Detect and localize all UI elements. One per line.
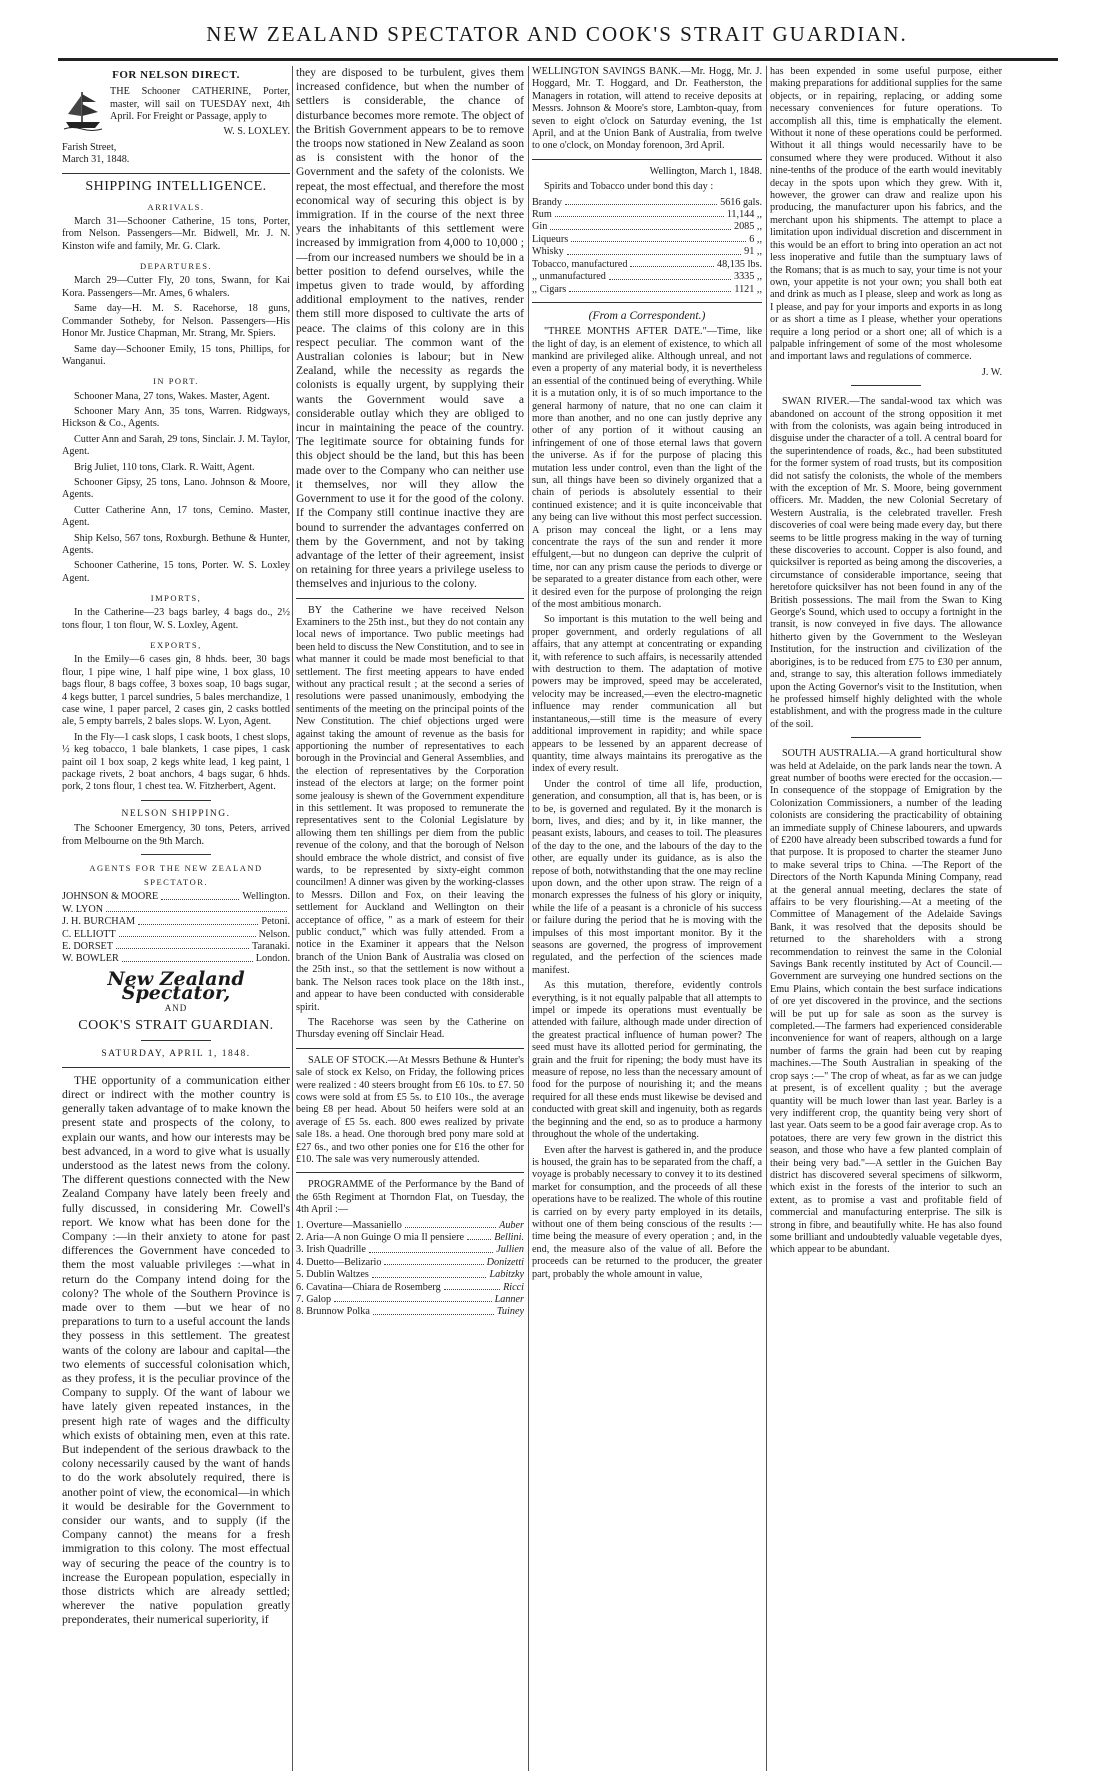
essay-paragraph: As this mutation, therefore, evidently controls everything, is it not equally palpable that all attempts to impel or impede its operations must eventually be attended with failure, although made under direction of the greatest practical influence of human power? The seed must have its allotted period for germinating, the grain and the fruit for ripening; the body must have its measure of repose, no less than the necessary amount of food for the purpose of nourishing it; and the means required for all these ends must likewise be devised and conducted with great skill and ingenuity, both as regards the beginning and the end, so as to produce a harmony throughout the whole of the undertaking. [532,980,762,1141]
programme-row: 8. Brunnow Polka Tuiney [296,1306,524,1318]
column-divider [528,66,529,1771]
agent-row: C. ELLIOTT Nelson. [62,928,290,940]
paper-subtitle: COOK'S STRAIT GUARDIAN. [78,1018,274,1034]
export-item: In the Emily—6 cases gin, 8 hhds. beer, 30 bags flour, 1 pipe wine, 1 half pipe wine, 1 box glass, 10 bags flour, 8 bags coffee, 3 boxes soap, 10 bags sugar, 4 kegs butter, 1 parcel sundries, 5 bales merchandize, 1 case wine, 1 paper parcel, 2 cases gin, 2 casks bottled ale, 5 empty barrels, 2 bales slops. W. Lyon, Agent. [62,654,290,728]
bond-row: ,, Cigars 1121 ,, [532,283,762,295]
bond-table [532,197,762,296]
separator [62,173,290,174]
savings-bank-notice: WELLINGTON SAVINGS BANK.—Mr. Hogg, Mr. J. Hoggard, Mr. T. Hoggard, and Dr. Featherston, the Managers in rotation, will attend to receive deposits at Messrs. Johnson & Moore's store, Lambton-quay, from seven to eight o'clock on Saturday evening, the 1st April, and at the Union Bank of Australia, from twelve to one o'clock, on Monday forenoon, 3rd April. [532,66,762,152]
separator [296,1048,524,1049]
column-1 [62,66,290,1771]
programme-intro: PROGRAMME of the Performance by the Band of the 65th Regiment at Thorndon Flat, on Tuesday, the 4th April :— [296,1179,524,1216]
essay-continued: has been expended in some useful purpose, either making preparations for additional supplies for the same objects, or in repairing, replacing, or adding some necessary conveniences for future operations. To accomplish all this, time is emphatically the element. Without it none of these operations could be performed. Without it all things would necessarily have to be consumed where they were produced. Without it also nine-tenths of the produce of the earth would inevitably decay in the spots upon which they grew. With it, however, the grower can draw and realize upon his producing, the manufacturer upon his fabrics, and the merchant upon his shipments. The attempt to place a limitation upon individual discretion and discernment in this would be an effort to bring into operation an act not less inoperative and futile than the sumptuary laws of the Romans; that is as much to say, your time is not your own, your appetite is not your own; you shall both eat and drink as much as I please, sleep and work as long as I please, and pay for your imports and exports in as long or as short a time as I please, whether your operations require a long period or a short one; all of which is a palpable infringement of some of the most wholesome and important laws and regulations of commerce. [770,66,1002,363]
programme-row: 3. Irish Quadrille Jullien [296,1244,524,1256]
separator [532,159,762,160]
column-4 [770,66,1002,1771]
programme-row: 6. Cavatina—Chiara de Rosemberg Ricci [296,1281,524,1293]
shipping-heading: SHIPPING INTELLIGENCE. [85,178,267,194]
bond-row: Whisky 91 ,, [532,246,762,258]
bond-row: Brandy 5616 gals. [532,196,762,208]
separator [141,800,211,801]
separator [141,854,211,855]
masthead-rule [58,58,1058,61]
bond-row: Liqueurs 6 ,, [532,233,762,245]
separator [141,1040,211,1041]
departures-label: DEPARTURES. [139,261,213,272]
agent-row: JOHNSON & MOORE Wellington. [62,891,290,903]
essay-signature: J. W. [981,366,1002,378]
separator [851,737,921,738]
departure-item: Same day—Schooner Emily, 15 tons, Phillips, for Wanganui. [62,343,290,367]
inport-item: Ship Kelso, 567 tons, Roxburgh. Bethune & Hunter, Agents. [62,532,290,556]
bond-row: Gin 2085 ,, [532,221,762,233]
inport-item: Schooner Catherine, 15 tons, Porter. W. S. Loxley Agent. [62,560,290,584]
south-australia-news: SOUTH AUSTRALIA.—A grand horticultural show was held at Adelaide, on the park lands near the town. A great number of booths were erected for the occasion.—In consequence of the stoppage of Emigration by the Colonization Commissioners, a number of the leading colonists are considering the practicability of obtaining an immediate supply of Chinese labourers, and upwards of £200 have already been subscribed towards a fund for that purpose. It is proposed to charter the steamer Juno to make several trips to China. —The Report of the Directors of the North Kapunda Mining Company, read at the general annual meeting, declares the state of affairs to be very flourishing.—At a meeting of the Committee of Management of the Adelaide Savings Bank, it was resolved that the deposits should be returned to the shareholders with a strong recommendation to reinvest the same in the Colonial Savings Bank recently instituted by Act of Council.—Government are surveying one hundred sections on the Emu Plains, which contain the best surface indications of ore yet discovered in the province, and the sections will be put up for sale as soon as the survey is completed.—The farmers had experienced considerable inconvenience for want of reapers, although on a large number of farms the grain had been cut by reaping machines.—The South Australian in speaking of the crop says :—" The crop of wheat, as far as we can judge at present, is of excellent quality ; but the average quantity will be much lower than last year. Barley is a very indifferent crop, the quantity being very short of last year. Oats seem to be a good fair average crop. As to potatoes, there are very few grown in the district this season, and those who have a few planted complain of their being very bad."—A settler in the Guichen Bay district has discovered several specimens of silkworm, which exist in the forests of the interior to such an extent, as to promise a vast and profitable field of commercial and manufacturing enterprise. The silk is strong in fibre, and beautifully white. He has also found some brilliant and undoubtedly valuable vegetable dyes, which appear to be abundant. [770,748,1002,1256]
nelson-examiner-news: BY the Catherine we have received Nelson Examiners to the 25th inst., but they do not contain any local news of importance. Two public meetings had been held to discuss the New Constitution, and to see in what manner it could be made most beneficial to that settlement. The first meeting appears to have ended without any practical result ; at the second a series of resolutions were passed unanimously, embodying the sentiments of the meeting on the principal points of the New Constitution. The chief objections urged were against taking the amount of revenue as the basis for apportioning the number of representatives to each borough in the Provincial and General Assemblies, and the election of representatives by the Corporation instead of the electors at large; on the former point some jealousy is shewn of the Government expenditure in this settlement. It was proposed to remunerate the representatives sent to the Colonial Legislature by allowing them ten shillings per diem from the public revenue of the colony, and that the borough of Nelson should embrace the whole district, and consist of five wards, to be represented by sixty-eight common councilmen! A dinner was given by the working-classes to Messrs. Dillon and Fox, on their leaving the settlement for Auckland and Wellington on their acceptance of office, " as a mark of esteem for their public conduct," which was fully attended. From a notice in the Examiner it appears that the Nelson branch of the Union Bank of Australia was closed on the 25th inst., so that the settlement is now without a bank. The Nelson races took place on the 18th inst., and appear to have been conducted with considerable spirit. [296,604,524,1013]
essay-paragraph: So important is this mutation to the well being and proper government, and orderly regulations of all affairs, that any attempt at concentrating or expanding it, with reference to such affairs, is necessarily attended with destruction to them. The adaptation of motive powers may be improved, speed may be accelerated, velocity may be increased,—even the electro-magnetic influence may render communication all but instantaneous,—still time is the measure of every additional improvement in rapidity; and while space appears to be lessened by an apparent decrease of quantity, time always maintains its prerogative as the index of every result. [532,614,762,775]
departure-item: Same day—H. M. S. Racehorse, 18 guns, Commander Sotheby, for Nelson. Passengers—His Honor Mr. Justice Chapman, Mr. Strang, Mr. Spiers. [62,303,290,340]
programme-list [296,1220,524,1319]
inport-item: Cutter Catherine Ann, 17 tons, Cemino. Master, Agent. [62,504,290,529]
column-2 [296,66,524,1771]
agent-row: E. DORSET Taranaki. [62,940,290,952]
programme-row: 2. Aria—A non Guinge O mia Il pensiere Bellini. [296,1232,524,1244]
inport-item: Brig Juliet, 110 tons, Clark. R. Waitt, Agent. [74,461,255,473]
bond-intro: Spirits and Tobacco under bond this day : [544,181,714,193]
agents-label: AGENTS FOR THE NEW ZEALAND SPECTATOR. [89,862,263,888]
arrivals-label: ARRIVALS. [147,201,205,212]
paper-name: New Zealand Spectator, [107,967,245,1004]
imports-label: IMPORTS, [150,593,202,604]
ship-icon [62,88,104,132]
bond-row: ,, unmanufactured 3335 ,, [532,271,762,283]
newspaper-title: NEW ZEALAND SPECTATOR AND COOK'S STRAIT GUARDIAN. [206,22,908,46]
bond-row: Rum 11,144 ,, [532,209,762,221]
column-divider [766,66,767,1771]
paper-and: AND [164,1003,188,1014]
stock-sale-news: SALE OF STOCK.—At Messrs Bethune & Hunter's sale of stock ex Kelso, on Friday, the following prices were realized : 40 steers brought from £6 10s. to £7. 50 cows were sold at from £5 5s. to £10 10s., the average being £8 per head. About 50 heifers were sold at an average of £5 5s. each. 800 ewes realized by private sale 18s. a head. One thorough bred pony mare sold at £27 6s., and two other ponies one for £16 the other for £10. The sale was very numerously attended. [296,1054,524,1165]
correspondent-label: (From a Correspondent.) [588,308,706,322]
programme-row: 5. Dublin Waltzes Labitzky [296,1269,524,1281]
arrivals-text: March 31—Schooner Catherine, 15 tons, Porter, from Nelson. Passengers—Mr. Bidwell, Mr. J. N. Kinston wife and family, Mr. G. Clark. [62,216,290,252]
agent-row: W. LYON [62,904,290,916]
nelson-ad-heading: FOR NELSON DIRECT. [112,69,240,81]
nelson-ad-body: THE Schooner CATHERINE, Porter, master, will sail on TUESDAY next, 4th April. For Freight or Passage, apply to [110,86,290,123]
inport-item: Cutter Ann and Sarah, 29 tons, Sinclair. J. M. Taylor, Agent. [62,433,290,458]
editorial-text: THE opportunity of a communication either direct or indirect with the mother country is generally taken advantage of to make known the present state and prospects of the colony, to explain our wants, and how our interests may be best advanced, in a word to give what is usually understood as the latest news from the colony. The different questions connected with the New Zealand Company have lately been freely and fully discussed, in considering Mr. Cowell's report. We know what has been done for the Company :—in their anxiety to atone for past differences the Government have conceded to them the most valuable privileges :—what in return do the Company intend doing for the colony? The whole of the Southern Province is made over to them —but we hear of no preparations to turn to a useful account the lands they possess in this settlement. The greatest wants of the colony are labour and capital—the two elements of successful colonisation which, as they profess, it is the peculiar province of the Company to supply. Of the want of labour we have lately given repeated instances, in the present high rate of wages and the difficulty which exists of obtaining men, even at this rate. But independent of the serious drawback to the colony necessarily caused by the want of hands to do the work absolutely required, there is another point of view, the economical—in which it would be desirable for the Government to consider our wants, and to supply (if the Company cannot) the means for a fresh immigration to this colony. The most effectual way of securing the peace of the country is to increase the European population, especially in those districts which are already settled; wherever the native population greatly preponderates, their numerical superiority, if [62,1073,290,1627]
inport-label: IN PORT. [153,376,199,387]
nelson-ad-date: March 31, 1848. [62,154,130,166]
essay-paragraph: Under the control of time all life, production, generation, and consumption, all that is, has been, or is to be, is governed and regulated. By it the monarch is born, lives, and dies; and by it, in like manner, the peasant exists, labours, and ceases to toil. The pleasures of the day to the one, and the labours of the day to the other, are equally under its guidance, as is also the repose of both, notwithstanding that the one may recline upon down, and the other upon straw. The reign of a monarch expresses the fulness of his glory or iniquity, while the life of a peasant is a chronicle of his success or failure during the period that he is moving with the impulses of this most important monitor. By it the seasons are governed, the progress of improvement regulated, and the perfection of the sciences made manifest. [532,778,762,976]
essay-paragraph: Even after the harvest is gathered in, and the produce is housed, the grain has to be separated from the chaff, a voyage is probably necessary to convey it to its destined market for consumption, and the proceeds of all these operations have to be realized. The whole of this routine is carried on by every party employed in its details, without one of them being conscious of the results :—time being the measure of every operation ; and, in the end, the measure also of the value of all. Before the proceeds can be returned to the producer, the greater part, probably the whole amount in value, [532,1144,762,1280]
essay-paragraph: "THREE MONTHS AFTER DATE."—Time, like the light of day, is an element of existence, to which all mankind are privileged alike. Although unreal, and not even a property of any material body, it is nevertheless an essential of the continued being of everything. While it is a mutation only, it is of so much importance to the general harmony of nature, that no one can claim it more than another, and no one can justly deprive any other of any portion of it without causing an infringement of one of those eternal laws that govern the universe. As if for the purpose of placing this mutation less under control, even than the light of the sun, all things have been so divinely organized that a chain of periods is absolutely essential to their continued existence; and it is quite inconceivable that any being can live without this most perfect succession. A prison may conceal the light, or a lens may concentrate the rays of the sun and render it more effulgent,—but no dungeon can deprive the culprit of time, nor can any prism cause the periods to diverge or be separated to a greater distance from each other, were it desired even for the purpose of prolonging the reign of the most ambitious monarch. [532,326,762,611]
programme-row: 4. Duetto—Belizario Donizetti [296,1256,524,1268]
export-item: In the Fly—1 cask slops, 1 cask boots, 1 chest slops, ½ keg tobacco, 1 bale blankets, 1 case pipes, 1 cask paint oil 1 box soap, 2 kegs white lead, 1 keg paint, 1 package rivets, 2 boat anchors, 4 bags sugar, 6 hhds. pork, 2 tons flour, 1 chest tea. W. Fitzherbert, Agent. [62,731,290,793]
exports-label: EXPORTS, [150,640,202,651]
departure-item: March 29—Cutter Fly, 20 tons, Swann, for Kai Kora. Passengers—Mr. Ames, 6 whalers. [62,275,290,299]
masthead [0,0,1114,62]
nelson-shipping-text: The Schooner Emergency, 30 tons, Peters, arrived from Melbourne on the 9th March. [62,823,290,847]
agent-row: W. BOWLER London. [62,953,290,965]
separator [296,1172,524,1173]
swan-river-news: SWAN RIVER.—The sandal-wood tax which was abandoned on account of the strong opposition it met with from the colonists, was again being introduced in disguise under the character of a toll. A central board for the superintendence of roads, &c., had been substituted for the former system of road trusts, but its composition did not satisfy the colonists, the whole of the members with the exception of Mr. S. Moore, being government officers. Mr. Madden, the new Colonial Secretary of Western Australia, is the celebrated traveller. Fresh discoveries of coal were being made every day, but there seems to be little progress making in the way of turning these discoveries to account. Copper is also found, and quicksilver is reported as being among the discoveries, a circumstance of considerable importance, seeing that heretofore quicksilver has not been found in any of the British possessions. The mail from the Swan to King George's Sound, which used to occupy a fortnight in the transit, is now conveyed in five days. The allowance hitherto given by the Government to the Wesleyan Institution, for the instruction and civilization of the aborigines, is to be reduced from £75 to £30 per annum, and, strange to say, this alteration follows immediately upon the Acting Governor's visit to the Institution, when he professed himself highly delighted with the whole establishment, and with the progress made in the culture of the soil. [770,396,1002,730]
racehorse-news: The Racehorse was seen by the Catherine on Thursday evening off Sinclair Head. [296,1016,524,1041]
agents-list [62,891,290,965]
inport-item: Schooner Mana, 27 tons, Wakes. Master, Agent. [74,390,270,402]
separator [62,1067,290,1068]
column-divider [292,66,293,1771]
editorial-continued: they are disposed to be turbulent, gives them increased confidence, but when the number of settlers is considerable, the chance of disturbance becomes more remote. The object of the British Government appears to be to remove the troops now stationed in New Zealand as soon as is consistent with the honor of the Government and the safety of the colonists. We repeat, the most effectual, and therefore the most economical way of securing this object is by immigration. If in the course of the next three years the inhabitants of this settlement were increased by immigration from 4,000 to 10,000 ;—from our increased numbers we should be in a better position to defend ourselves, while the impetus given to trade would, by affording additional employment to the natives, render them still more disposed to cultivate the arts of peace. The claims of this colony are in this respect peculiar. The common want of the Australian colonies is labour; but in New Zealand, while the necessity as regards the colonists is equally urgent, by supplying their wants the Government would save a considerable outlay which they are obliged to incur in maintaining the peace of the country. The legitimate source for obtaining funds for this object should be the land, but this has been made over to the Company who can neither use it themselves, nor will they allow the Government to use it for the good of the colony. If the Company still continue inactive they are bound to surrender the advantages conferred on them by the Government, and not by taking advantage of the letter of their agreement, insist on retaining for three years a privilege useless to themselves and injurious to the colony. [296,66,524,591]
imports-text: In the Catherine—23 bags barley, 4 bags do., 2½ tons flour, 1 ton flour, W. S. Loxley, Agent. [62,607,290,631]
nelson-ad-place: Farish Street, [62,141,117,153]
separator [532,302,762,303]
separator [851,385,921,386]
inport-item: Schooner Mary Ann, 35 tons, Warren. Ridgways, Hickson & Co., Agents. [62,405,290,430]
agent-row: J. H. BURCHAM Petoni. [62,916,290,928]
separator [296,598,524,599]
bond-date: Wellington, March 1, 1848. [649,165,762,177]
nelson-ad-signature: W. S. LOXLEY. [223,126,290,138]
bond-row: Tobacco, manufactured 48,135 lbs. [532,258,762,270]
inport-item: Schooner Gipsy, 25 tons, Lano. Johnson & Moore, Agents. [62,476,290,501]
programme-row: 1. Overture—Massaniello Auber [296,1219,524,1231]
programme-row: 7. Galop Lanner [296,1294,524,1306]
paper-date: SATURDAY, APRIL 1, 1848. [101,1048,251,1059]
column-3 [532,66,762,1771]
nelson-shipping-label: NELSON SHIPPING. [121,808,231,819]
